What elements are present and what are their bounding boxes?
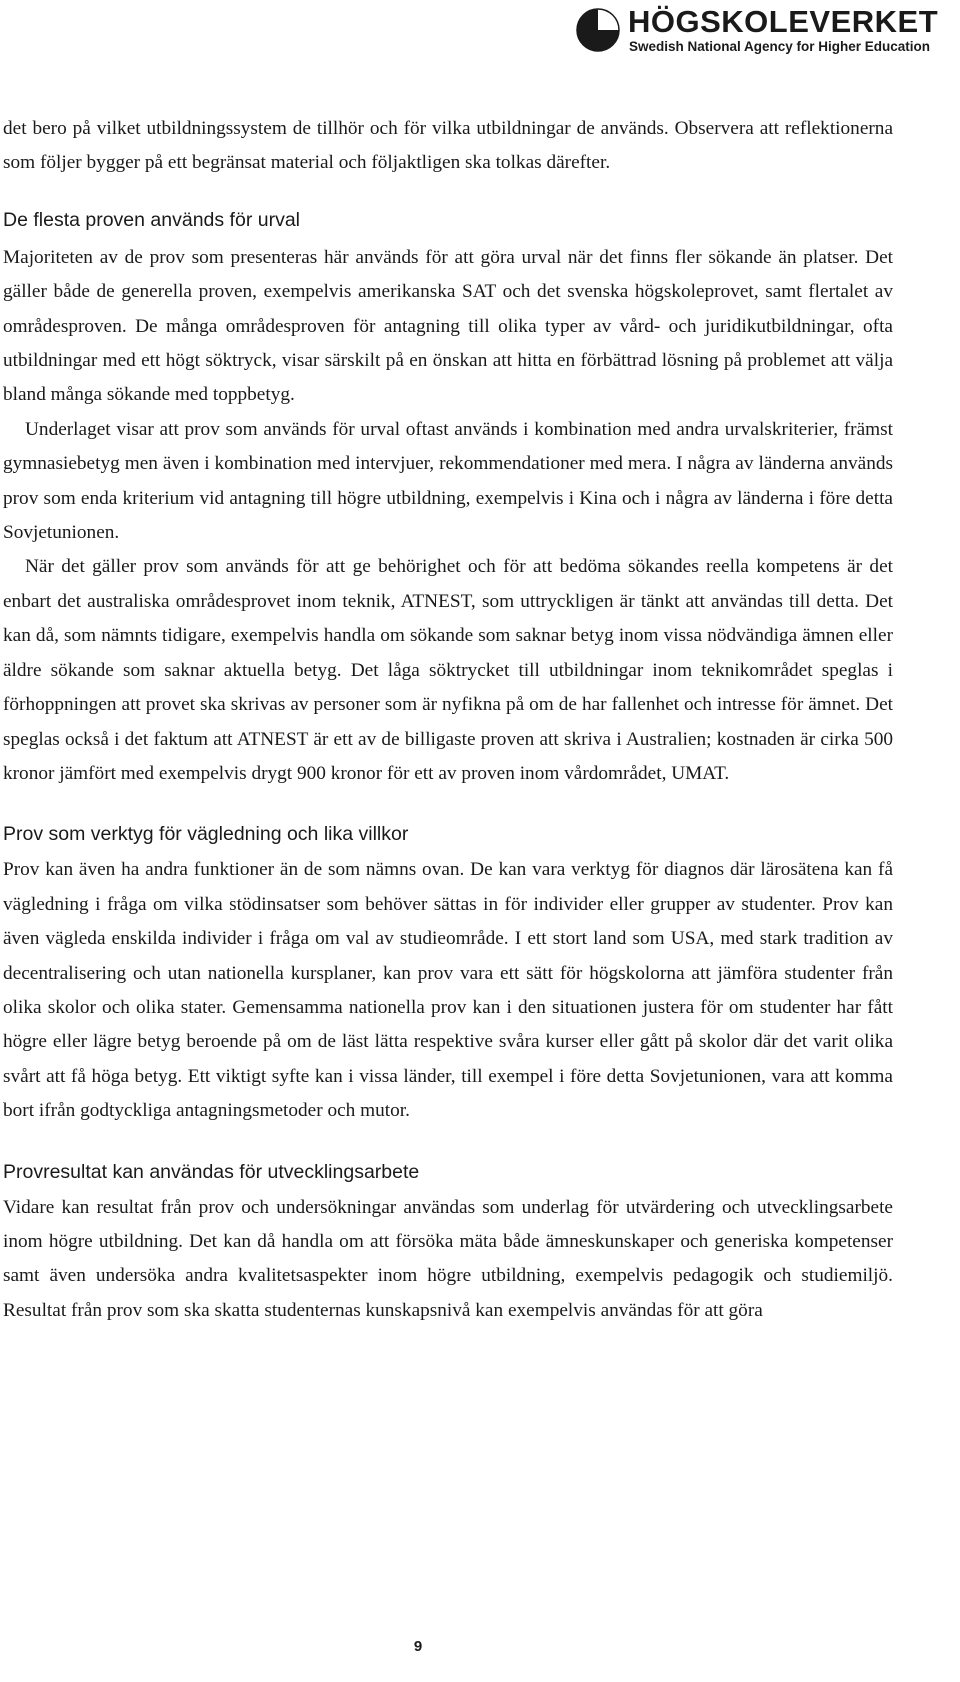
paragraph: När det gäller prov som används för att ge behörighet och för att bedöma sökandes reella kompetens är det enbart det australiska områdesprovet inom teknik, ATNEST, som uttryckligen är tänkt att användas till detta. Det kan då, som nämnts tidigare, exempelvis handla om sökande som saknar betyg inom vissa nödvändiga ämnen eller äldre sökande som saknar aktuella betyg. Det låga söktrycket till utbildningar inom teknikområdet speglas i förhoppningen att provet ska skrivas av personer som är nyfikna på om de har fallenhet och intresse för ämnet. Det speglas också i det faktum att ATNEST är ett av de billigaste proven att skriva i Australien; kostnaden är cirka 500 kronor jämfört med exempelvis drygt 900 kronor för ett av proven inom vårdområdet, UMAT. [3, 556, 893, 784]
agency-logo [576, 4, 939, 58]
section-heading: Provresultat kan användas för utvecklingsarbete [3, 1160, 420, 1183]
section-heading: De flesta proven används för urval [3, 208, 300, 231]
logo-name: HÖGSKOLEVERKET [628, 4, 939, 39]
paragraph: Vidare kan resultat från prov och undersökningar användas som underlag för utvärdering och utvecklingsarbete inom högre utbildning. Det kan då handla om att försöka mäta både ämneskunskaper och generiska kompetenser samt även undersöka andra kvalitetsaspekter inom högre utbildning, exempelvis pedagogik och studiemiljö. Resultat från prov som ska skatta studenternas kunskapsnivå kan exempelvis användas för att göra [3, 1196, 893, 1321]
document-body [3, 112, 893, 1328]
section-heading: Prov som verktyg för vägledning och lika villkor [3, 823, 409, 846]
paragraph: Majoriteten av de prov som presenteras här används för att göra urval när det finns fler sökande än platser. Det gäller både de generella proven, exempelvis amerikanska SAT och det svenska högskoleprovet, samt flertalet av områdesproven. De många områdesproven för antagning till olika typer av vård- och juridikutbildningar, ofta utbildningar med ett högt söktryck, visar särskilt på en önskan att hitta en förbättrad lösning på problemet att välja bland många sökande med toppbetyg. [3, 246, 893, 406]
hogskoleverket-logo-mark-icon [576, 8, 620, 52]
paragraph: det bero på vilket utbildningssystem de tillhör och för vilka utbildningar de används. Observera att reflektionerna som följer bygger på ett begränsat material och följaktligen ska tolkas därefter. [3, 118, 893, 174]
page-number: 9 [413, 1638, 423, 1655]
paragraph: Underlaget visar att prov som används för urval oftast används i kombination med andra urvalskriterier, främst gymnasiebetyg men även i kombination med intervjuer, rekommendationer med mera. I några av länderna används prov som enda kriterium vid antagning till högre utbildning, exempelvis i Kina och i några av länderna i före detta Sovjetunionen. [3, 418, 893, 544]
paragraph: Prov kan även ha andra funktioner än de som nämns ovan. De kan vara verktyg för diagnos där lärosätena kan få vägledning i fråga om vilka stödinsatser som behöver sättas in för individer eller grupper av studenter. Prov kan även vägleda enskilda individer i fråga om val av studieområde. I ett stort land som USA, med stark tradition av decentralisering och utan nationella kursplaner, kan prov vara ett sätt för högskolorna att jämföra studenter från olika skolor och olika stater. Gemensamma nationella prov kan i den situationen justera för om studenter har fått högre eller lägre betyg beroende på om de läst lätta respektive svåra kurser eller gått på skolor där det varit olika svårt att få höga betyg. Ett viktigt syfte kan i vissa länder, till exempel i före detta Sovjetunionen, vara att komma bort ifrån godtyckliga antagningsmetoder och mutor. [3, 859, 893, 1122]
logo-subtitle: Swedish National Agency for Higher Education [629, 39, 931, 54]
